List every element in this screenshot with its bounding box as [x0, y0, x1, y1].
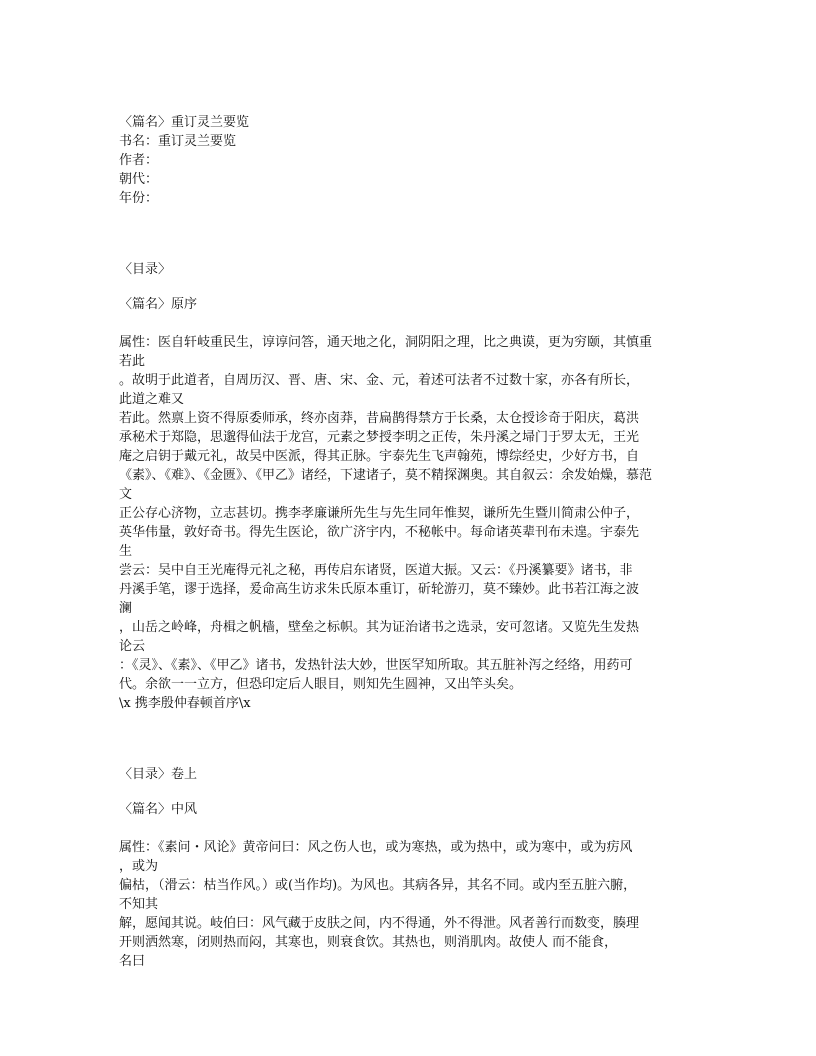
preface-line: 。故明于此道者，自周历汉、晋、唐、宋、金、元，着述可法者不过数十家，亦各有所长， — [119, 373, 640, 388]
body-line: ，或为 — [119, 859, 159, 874]
body-line: 名曰 — [119, 954, 146, 969]
preface-line: 丹溪手笔，谬于选择，爰命高生访求朱氏原本重订，斫轮游刃，莫不臻妙。此书若江海之波 — [119, 582, 640, 597]
preface-line: ：《灵》、《素》、《甲乙》诸书，发热针法大妙，世医罕知所取。其五脏补泻之经络，用药可 — [119, 658, 633, 673]
preface-line: 属性：医自轩岐重民生，谆谆问答，通天地之化，洞阴阳之理，比之典谟，更为穷颐，其慎重 — [119, 335, 653, 350]
dynasty-line: 朝代： — [119, 172, 159, 187]
preface-line: 庵之启钥于戴元礼，故吴中医派，得其正脉。宇泰先生飞声翰苑，博综经史，少好方书，自 — [119, 449, 640, 464]
section-title-zhongfeng: 〈篇名〉中风 — [119, 802, 198, 817]
preface-line: 代。余欲一一立方，但恐印定后人眼目，则知先生圆神，又出竿头矣。 — [119, 677, 523, 692]
body-line: 偏枯，（滑云：枯当作风。）或(当作均)。为风也。其病各异，其名不同。或内至五脏六腑， — [119, 878, 637, 893]
preface-line: 尝云：吴中自王光庵得元礼之秘，再传启东诸贤，医道大振。又云：《丹溪纂要》诸书，非 — [119, 563, 633, 578]
preface-line: ，山岳之岭峰，舟楫之帆樯，壁垒之标帜。其为证治诸书之选录，安可忽诸。又览先生发热 — [119, 620, 640, 635]
preface-line: 生 — [119, 544, 133, 559]
year-line: 年份： — [119, 191, 159, 206]
chapter-title-line: 〈篇名〉重订灵兰要览 — [119, 115, 250, 130]
book-name-line: 书名：重订灵兰要览 — [119, 134, 237, 149]
toc-marker-volume: 〈目录〉卷上 — [119, 767, 198, 782]
preface-line: 正公存心济物，立志甚切。携李孝廉谦所先生与先生同年惟契，谦所先生暨川简肃公仲子， — [119, 506, 640, 521]
body-line: 属性：《素问・风论》黄帝问曰：风之伤人也，或为寒热，或为热中，或为寒中，或为疠风 — [119, 840, 633, 855]
body-line: 解，愿闻其说。岐伯曰：风气藏于皮肤之间，内不得通，外不得泄。风者善行而数变，腠理 — [119, 916, 640, 931]
preface-line: 文 — [119, 487, 133, 502]
preface-line: 澜 — [119, 601, 133, 616]
preface-line: 论云 — [119, 639, 146, 654]
preface-line: 此道之难又 — [119, 392, 185, 407]
body-line: 不知其 — [119, 897, 159, 912]
preface-line: 《素》、《难》、《金匮》、《甲乙》诸经，下逮诸子，莫不精探渊奥。其自叙云：余发始燥，慕范 — [119, 468, 653, 483]
section-title-preface: 〈篇名〉原序 — [119, 297, 198, 312]
toc-marker: 〈目录〉 — [119, 262, 172, 277]
author-line: 作者： — [119, 153, 159, 168]
preface-line: 若此。然禀上资不得原委师承，终亦卤莽，昔扁鹊得禁方于长桑，太仓授诊奇于阳庆，葛洪 — [119, 411, 640, 426]
preface-line: 承秘术于郑隐，思邈得仙法于龙宫，元素之梦授李明之正传，朱丹溪之埽门于罗太无，王光 — [119, 430, 640, 445]
preface-line: 英华伟量，敦好奇书。得先生医论，欲广济宇内，不秘帐中。每命诸英辈刊布未遑。宇泰先 — [119, 525, 640, 540]
preface-line: 若此 — [119, 354, 146, 369]
body-line: 开则洒然寒，闭则热而闷，其寒也，则衰食饮。其热也，则消肌肉。故使人 而不能食， — [119, 935, 618, 950]
preface-signature: \x 携李殷仲春顿首序\x — [119, 696, 251, 711]
